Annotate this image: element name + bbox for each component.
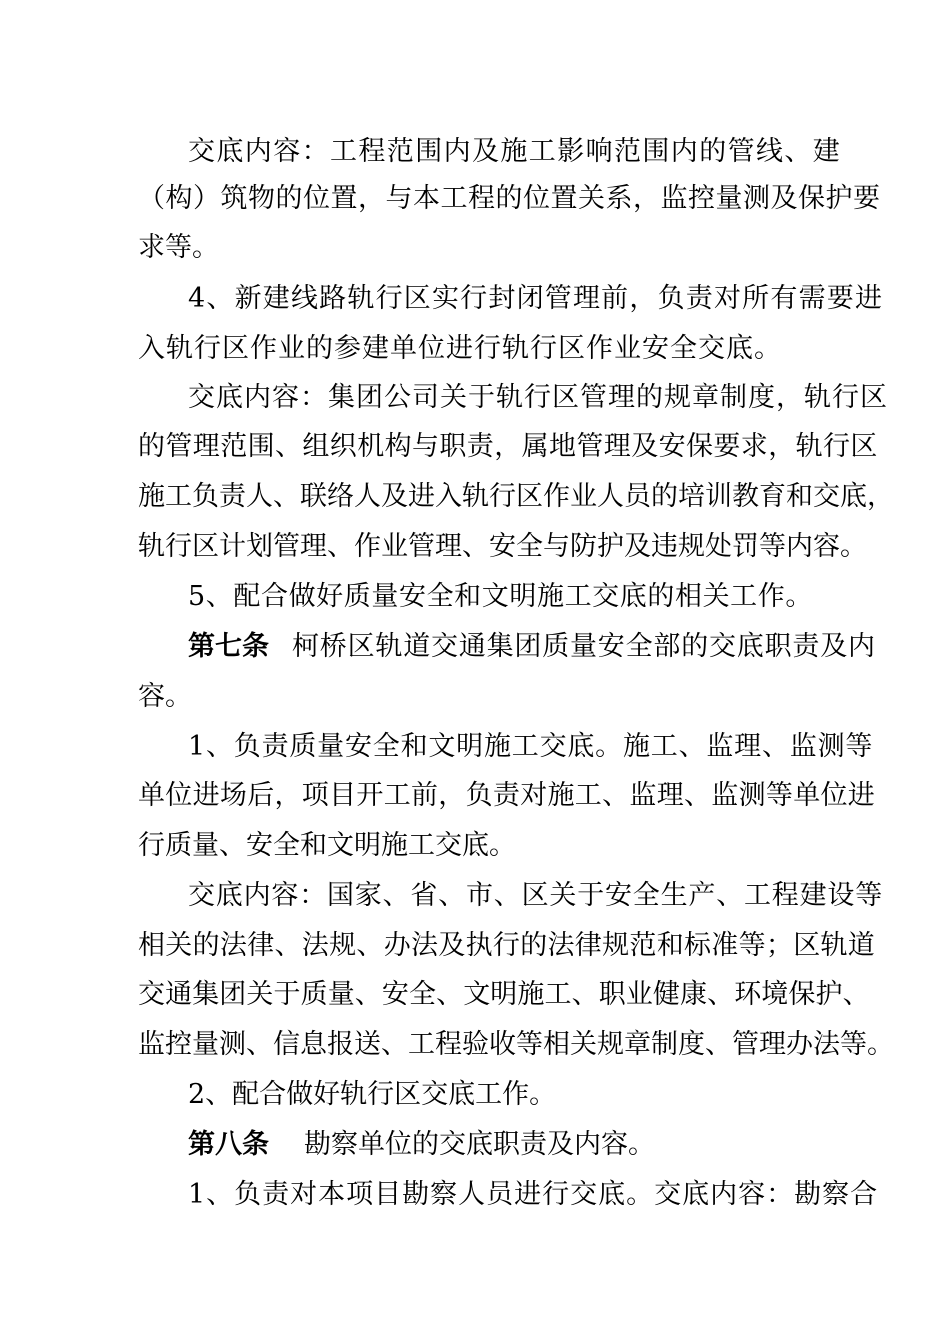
paragraph-line: 2、配合做好轨行区交底工作。 [188,1079,557,1110]
paragraph-line: 的管理范围、组织机构与职责，属地管理及安保要求，轨行区 [138,431,878,462]
article-8-heading: 第八条 [188,1129,269,1160]
paragraph-line: 行质量、安全和文明施工交底。 [138,830,516,861]
paragraph-line: 监控量测、信息报送、工程验收等相关规章制度、管理办法等。 [138,1029,894,1060]
article-8-title: 勘察单位的交底职责及内容。 [304,1129,655,1160]
paragraph-line: 1、负责质量安全和文明施工交底。施工、监理、监测等 [188,731,874,762]
article-7-heading: 第七条 [188,631,269,662]
paragraph-line: 交底内容：集团公司关于轨行区管理的规章制度，轨行区 [188,382,888,413]
paragraph-line: 相关的法律、法规、办法及执行的法律规范和标准等；区轨道 [138,930,876,961]
paragraph-line: 容。 [138,681,192,712]
paragraph-line: 单位进场后，项目开工前，负责对施工、监理、监测等单位进 [138,780,876,811]
paragraph-line: 入轨行区作业的参建单位进行轨行区作业安全交底。 [138,333,782,364]
paragraph-line: 施工负责人、联络人及进入轨行区作业人员的培训教育和交底， [138,481,894,512]
article-7-title: 柯桥区轨道交通集团质量安全部的交底职责及内 [292,631,876,662]
paragraph-line: 5、配合做好质量安全和文明施工交底的相关工作。 [188,581,813,612]
paragraph-line: 交底内容：国家、省、市、区关于安全生产、工程建设等 [188,880,883,911]
paragraph-line: （构）筑物的位置，与本工程的位置关系，监控量测及保护要 [138,183,881,214]
paragraph-line: 4、新建线路轨行区实行封闭管理前，负责对所有需要进 [188,283,884,314]
paragraph-line: 交底内容：工程范围内及施工影响范围内的管线、建 [188,136,842,167]
paragraph-line: 交通集团关于质量、安全、文明施工、职业健康、环境保护、 [138,979,870,1010]
paragraph-line: 轨行区计划管理、作业管理、安全与防护及违规处罚等内容。 [138,531,867,562]
paragraph-line: 1、负责对本项目勘察人员进行交底。交底内容：勘察合 [188,1179,879,1210]
paragraph-line: 求等。 [138,232,219,263]
